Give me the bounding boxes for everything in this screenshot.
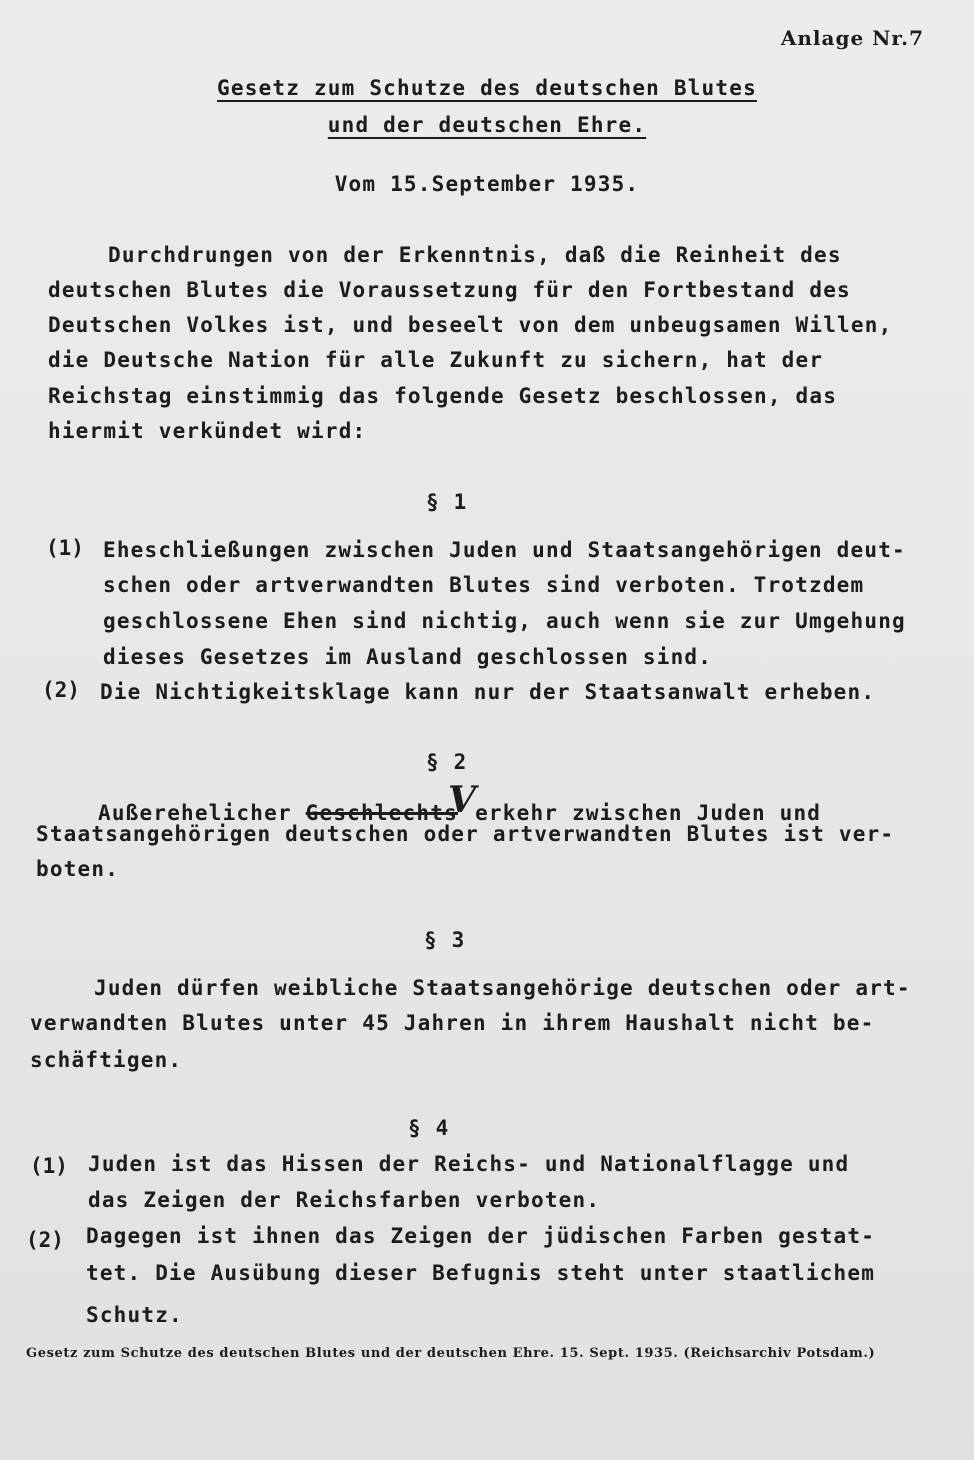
section-1-para-1-number: (1) — [46, 536, 84, 560]
section-1-para-1-line: schen oder artverwandten Blutes sind verboten. Trotzdem — [103, 573, 865, 597]
preamble-line: hiermit verkündet wird: — [48, 419, 367, 443]
section-4-para-2-line: Dagegen ist ihnen das Zeigen der jüdischen Farben gestat- — [86, 1224, 876, 1248]
section-4-para-1-number: (1) — [30, 1154, 68, 1178]
section-4-para-2-line: Schutz. — [86, 1303, 183, 1327]
section-1-para-1-line: geschlossene Ehen sind nichtig, auch wenn sie zur Umgehung — [103, 609, 906, 633]
section-2-heading: § 2 — [426, 750, 468, 774]
section-3-line: Juden dürfen weibliche Staatsangehörige deutschen oder art- — [94, 976, 911, 1000]
section-3-line: schäftigen. — [30, 1048, 183, 1072]
section-1-para-1-line: Eheschließungen zwischen Juden und Staatsangehörigen deut- — [103, 538, 906, 562]
preamble-line: Deutschen Volkes ist, und beseelt von dem unbeugsamen Willen, — [48, 313, 893, 337]
section-1-para-2: Die Nichtigkeitsklage kann nur der Staatsanwalt erheben. — [100, 680, 876, 704]
section-1-para-2-number: (2) — [42, 678, 80, 702]
handwritten-correction: V — [447, 779, 478, 821]
section-2-line: boten. — [36, 857, 120, 881]
section-1-para-1-line: dieses Gesetzes im Ausland geschlossen sind. — [103, 645, 713, 669]
section-4-para-1-line: Juden ist das Hissen der Reichs- und Nationalflagge und — [88, 1152, 850, 1176]
section-2-text-start: Außerehelicher — [98, 801, 306, 825]
photo-caption: Gesetz zum Schutze des deutschen Blutes und der deutschen Ehre. 15. Sept. 1935. (Reichsarchiv Potsdam.) — [26, 1346, 876, 1361]
section-3-heading: § 3 — [424, 928, 466, 952]
section-4-heading: § 4 — [408, 1116, 450, 1140]
section-4-para-1-line: das Zeigen der Reichsfarben verboten. — [88, 1188, 601, 1212]
section-2-text-end: erkehr zwischen Juden und — [475, 801, 822, 825]
section-2-line: Staatsangehörigen deutschen oder artverwandten Blutes ist ver- — [36, 822, 895, 846]
section-4-para-2-number: (2) — [26, 1228, 64, 1252]
struck-word: Geschlechts — [305, 801, 458, 825]
section-1-heading: § 1 — [426, 490, 468, 514]
preamble-line: die Deutsche Nation für alle Zukunft zu sichern, hat der — [48, 348, 824, 372]
preamble-line: Durchdrungen von der Erkenntnis, daß die Reinheit des — [108, 243, 842, 267]
law-title-line-1: Gesetz zum Schutze des deutschen Blutes — [217, 76, 757, 100]
section-4-para-2-line: tet. Die Ausübung dieser Befugnis steht unter staatlichem — [86, 1261, 876, 1285]
preamble-line: deutschen Blutes die Voraussetzung für den Fortbestand des — [48, 278, 851, 302]
section-3-line: verwandten Blutes unter 45 Jahren in ihrem Haushalt nicht be- — [30, 1011, 875, 1035]
annex-label: Anlage Nr.7 — [780, 26, 924, 50]
preamble-line: Reichstag einstimmig das folgende Gesetz beschlossen, das — [48, 384, 838, 408]
law-date: Vom 15.September 1935. — [334, 172, 640, 196]
law-title-line-2: und der deutschen Ehre. — [327, 113, 647, 137]
